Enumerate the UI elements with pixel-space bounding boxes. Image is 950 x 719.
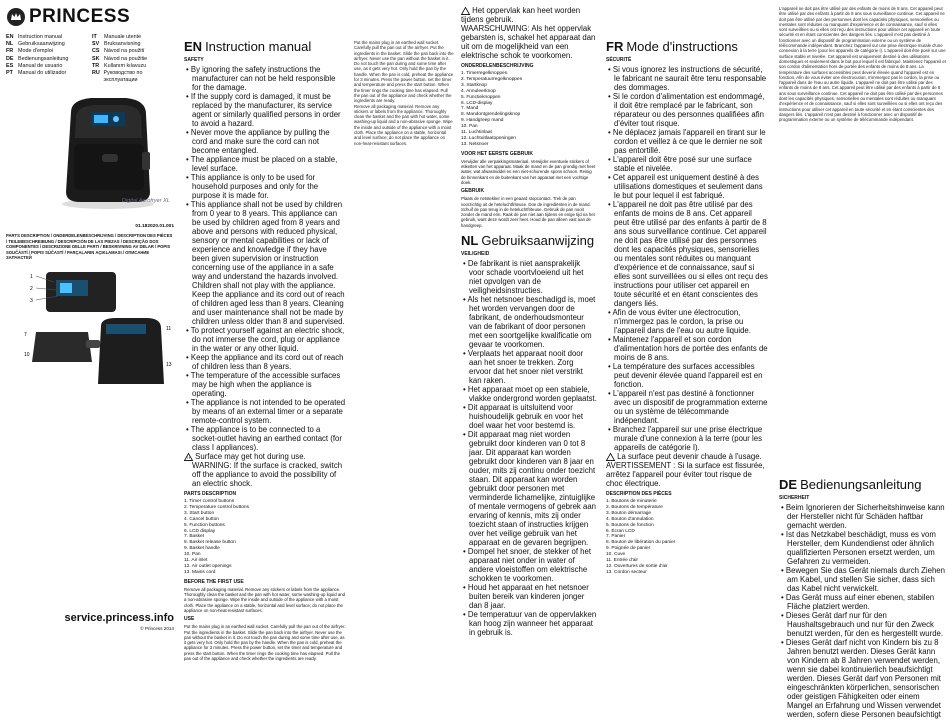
nl-cracked-warning: WAARSCHUWING: Als het oppervlak gebarsten is, schakel het apparaat dan uit om de mogelijkheid van een elektrische schok te voorkomen.	[461, 24, 596, 60]
fr-description-heading: DESCRIPTION DES PIÈCES	[606, 491, 672, 497]
part-item: 10. Pan	[461, 124, 478, 130]
safety-bullet: • By ignoring the safety instructions the manufacturer can not be held responsible for the damage.	[184, 65, 346, 92]
part-item: 5. Boutons de fonction	[606, 522, 654, 528]
nl-header-wrap	[461, 234, 597, 637]
part-item: 4. Cancel button	[184, 516, 219, 522]
de-column	[775, 0, 950, 719]
nl-first-use-text: Verwijder alle verpakkingsmateriaal. Verwijder eventuele stickers of etiketten van het apparaat. Maak de mand en de pan grondig met heet water, wat afwasmiddel en een niet-schurende spons schoon. Reinig de binnenkant en de buitenkant van het apparaat met een vochtige doek.	[461, 158, 596, 185]
safety-bullet: • This appliance is only to be used for household purposes and only for the purpose it is made for.	[184, 173, 346, 200]
de-safety-list	[779, 503, 946, 719]
nl-safety-heading: VEILIGHEID	[461, 251, 490, 258]
en-before-text: Remove all packaging material. Remove any stickers or labels from the appliance. Thoroughly clean the basket and the pan with hot water, some washing-up liquid and a non-abrasive sponge. Wipe the inside and outside of the appliance with a moist cloth. Place the appliance on a stable, horizontal and level surface; do not place the appliance on non-heat-resistant surfaces.	[184, 586, 345, 613]
language-item	[6, 48, 88, 55]
safety-bullet: • L'appareil doit être posé sur une surface stable et nivelée.	[606, 155, 768, 173]
safety-bullet: • The temperature of the accessible surfaces may be high when the appliance is operating.	[184, 371, 346, 398]
part-item: 5. Function buttons	[184, 522, 225, 528]
fr-surface-warning: La surface peut devenir chaude à l'usage.	[606, 452, 768, 461]
language-code: ES	[6, 62, 14, 69]
part-item: 12. Ouvertures de sortie d'air	[606, 563, 668, 569]
part-item: 13. Mains cord	[184, 569, 216, 575]
hot-surface-icon	[184, 453, 193, 461]
part-item: 10. Cuve	[606, 552, 626, 558]
part-item: 10. Pan	[184, 552, 201, 558]
cover-footer	[6, 612, 174, 631]
brand-logo	[6, 6, 174, 28]
part-item: 11. Air inlet	[184, 558, 208, 564]
part-item: 7. Basket	[184, 534, 204, 540]
safety-bullet: • L'appareil ne doit pas être utilisé par des enfants de moins de 8 ans. Cet appareil peut être utilisé par des enfants à partir de 8 ans sous surveillance continue. Cet appareil ne doit pas être utilisé par des personnes dont les capacités physiques, sensorielles ou mentales sont réduites ou manquant d'expérience et de connaissance, sauf si elles sont surveillées ou si elles ont reçu des instructions pour utiliser cet appareil en toute sécurité et en étant conscientes des dangers liés.	[606, 200, 768, 308]
part-item: 11. Luchtinlaat	[461, 130, 492, 136]
safety-bullet: • Si le cordon d'alimentation est endommagé, il doit être remplacé par le fabricant, son réparateur ou des personnes qualifiées afin d'éviter tout risque.	[606, 92, 768, 128]
language-name: Návod na použití	[104, 48, 145, 55]
part-item: 6. LCD-display	[461, 100, 493, 106]
safety-bullet: • Cet appareil est uniquement destiné à des utilisations domestiques et seulement dans le but pour lequel il est fabriqué.	[606, 173, 768, 200]
diagram-drawing	[6, 266, 176, 396]
language-code: NL	[6, 41, 14, 48]
language-code: TR	[92, 62, 100, 69]
svg-text:2: 2	[30, 286, 33, 293]
en-use-heading: USE	[184, 616, 195, 623]
nl-first-use-heading: VOOR HET EERSTE GEBRUIK	[461, 150, 533, 157]
svg-text:1: 1	[30, 274, 33, 281]
en-use-text: Put the mains plug in an earthed wall socket. Carefully pull the pan out of the airfryer. Put the ingredients in the basket. Slide the pan back into the airfryer. Never use the pan without the basket in it. Do not touch the pan during and some time after use, as it gets very hot. Only hold the pan by the handle. When the pan is cold, preheat the appliance for 3 minutes. Press the power button, set the timer and temperature and press the start button. When the timer rings the cooking time has elapsed. Pull the pan out of the appliance and check whether the ingredients are ready.	[184, 624, 346, 662]
language-item	[6, 41, 88, 48]
en-parts-heading: PARTS DESCRIPTION	[184, 491, 237, 497]
svg-text:3: 3	[30, 298, 33, 305]
en-column	[180, 0, 350, 681]
part-item: 8. Basket release button	[184, 540, 236, 546]
parts-heading: PARTS DESCRIPTION / ONDERDELENBESCHRIJVING / DESCRIPTION DES PIÈCES / TEILEBESCHREIBUNG / DESCRIPCIÓN DE LAS PIEZAS / DESCRIÇÃO DOS COMPONENTES / DESCRIZIONE DELLE PARTI / BESKRIVNING AV DELAR / POPIS SOUČÁSTÍ / POPIS SÚČASTÍ / PARÇALARIN AÇIKLAMASI / ОПИСАНИЕ ЗАПЧАСТЕЙ	[6, 233, 173, 261]
en-cracked-warning: WARNING: If the surface is cracked, switch off the appliance to avoid the possibility of an electric shock.	[192, 461, 343, 488]
part-item: 4. Bouton d'annulation	[606, 516, 654, 522]
part-item: 8. Bouton de libération du panier	[606, 540, 676, 546]
language-item	[6, 34, 88, 41]
safety-bullet: • Never move the appliance by pulling the cord and make sure the cord can not become entangled.	[184, 128, 346, 155]
language-item	[92, 34, 174, 41]
safety-bullet: • Afin de vous éviter une électrocution, n'immergez pas le cordon, la prise ou l'appareil dans de l'eau ou autre liquide.	[606, 308, 768, 335]
part-item: 9. Basket handle	[184, 546, 220, 552]
language-name: Bedienungsanleitung	[18, 55, 69, 62]
safety-bullet: • Bewegen Sie das Gerät niemals durch Ziehen am Kabel, und stellen Sie sicher, dass sich das Kabel nicht verwickelt.	[779, 566, 946, 593]
part-item: 1. Timerregelknoppen	[461, 71, 508, 76]
language-item	[6, 63, 88, 70]
language-item	[92, 63, 174, 70]
language-code: RU	[92, 70, 100, 77]
safety-bullet: • Ne déplacez jamais l'appareil en tirant sur le cordon et veillez à ce que le dernier ne soit pas entortillé.	[606, 128, 768, 155]
language-code: DE	[6, 55, 14, 62]
language-name: Manual de usuario	[18, 62, 63, 69]
language-name: Kullanım kılavuzu	[104, 62, 147, 69]
language-name: Gebruiksaanwijzing	[18, 41, 65, 48]
language-code: FR	[6, 48, 14, 55]
part-item: 3. Startknop	[461, 82, 487, 88]
en-fineprint: Put the mains plug in an earthed wall socket. Carefully pull the pan out of the airfryer. Put the ingredients in the basket. Slide the pan back into the airfryer. Never use the pan without the basket in it. Do not touch the pan during and some time after use, as it gets very hot. Only hold the pan by the handle. When the pan is cold, preheat the appliance for 3 minutes. Press the power button, set the timer and temperature and press the start button. When the timer rings the cooking time has elapsed. Pull the pan out of the appliance and check whether the ingredients are ready.	[354, 40, 454, 104]
safety-bullet: • Verplaats het apparaat nooit door aan het snoer te trekken. Zorg ervoor dat het snoer niet verstrikt kan raken.	[461, 349, 597, 385]
safety-bullet: • L'appareil n'est pas destiné à fonctionner avec un dispositif de programmation externe ou un système de télécommande indépendant.	[606, 389, 768, 425]
safety-bullet: • Houd het apparaat en het netsnoer buiten bereik van kinderen jonger dan 8 jaar.	[461, 583, 597, 610]
nl-warning: Het oppervlak kan heet worden tijdens gebruik.	[461, 6, 581, 24]
part-item: 8. Mandontgrendelingsknop	[461, 112, 521, 118]
safety-bullet: • Het apparaat moet op een stabiele, vlakke ondergrond worden geplaatst.	[461, 385, 597, 403]
part-item: 1. Boutons de minuterie	[606, 499, 657, 504]
crown-icon	[6, 7, 26, 27]
safety-bullet: • Si vous ignorez les instructions de sécurité, le fabricant ne saurait être tenu responsable des dommages.	[606, 65, 768, 92]
fr-safety-list	[606, 65, 768, 452]
language-item	[92, 56, 174, 63]
airfryer-image	[46, 92, 166, 210]
hot-surface-icon	[461, 7, 470, 15]
safety-bullet: • Branchez l'appareil sur une prise électrique murale d'une connexion à la terre (pour les appareils de catégorie I).	[606, 425, 768, 452]
language-code: PT	[6, 70, 13, 77]
safety-bullet: • Dit apparaat mag niet worden gebruikt door kinderen van 0 tot 8 jaar. Dit apparaat kan worden gebruikt door kinderen van 8 jaar en ouder, mits zij continu onder toezicht staan. Dit apparaat kan worden gebruikt door personen met verminderde lichamelijke, zintuiglijke of mentale vermogens of gebrek aan ervaring of kennis, mits zij onder toezicht staan of instructies krijgen over het veilige gebruik van het apparaat en de gevaren begrijpen.	[461, 430, 597, 547]
nl-safety-list	[461, 259, 597, 637]
part-item: 6. Écran LCD	[606, 528, 635, 534]
safety-bullet: • If the supply cord is damaged, it must be replaced by the manufacturer, its service agent or similarly qualified persons in order to avoid a hazard.	[184, 92, 346, 128]
fr-header: FR Mode d'instructions	[606, 39, 738, 54]
hot-surface-icon	[606, 453, 615, 461]
language-code: IT	[92, 34, 97, 40]
part-item: 6. LCD display	[184, 528, 216, 534]
safety-bullet: • Dieses Gerät darf nicht von Kindern bis zu 8 Jahren benutzt werden. Dieses Gerät kann von Kindern ab 8 Jahren verwendet werden, wenn sie dabei kontinuierlich beaufsichtigt werden. Dieses Gerät darf von Personen mit eingeschränkten körperlichen, sensorischen oder geistigen Fähigkeiten oder einem Mangel an Erfahrung und Wissen verwendet werden, sofern diese Personen beaufsichtigt	[779, 638, 946, 719]
part-item: 13. Netsnoer	[461, 141, 489, 147]
nl-parts-list	[461, 71, 597, 148]
language-name: Manuale utente	[104, 34, 142, 40]
svg-text:10: 10	[24, 352, 30, 359]
language-name: Bruksanvisning	[104, 41, 141, 48]
en-header: EN Instruction manual	[184, 39, 312, 54]
language-item	[92, 48, 174, 55]
part-item: 12. Luchtuitlaatopeningen	[461, 135, 516, 141]
language-name: Manual do utilizador	[18, 70, 67, 77]
part-item: 12. Air outlet openings	[184, 563, 232, 569]
language-code: EN	[6, 34, 14, 40]
en-safety-heading: SAFETY	[184, 57, 204, 63]
part-item: 2. Boutons de température	[606, 504, 663, 510]
nl-column	[458, 0, 600, 681]
part-item: 3. Start button	[184, 510, 215, 516]
nl-description-heading: ONDERDELENBESCHRIJVING	[461, 63, 534, 69]
fr-safety-heading: SÉCURITÉ	[606, 57, 632, 63]
cover-column	[0, 0, 178, 681]
svg-text:11: 11	[166, 326, 172, 333]
safety-bullet: • Dompel het snoer, de stekker of het apparaat niet onder in water of andere vloeistoffen om elektrische schokken te voorkomen.	[461, 547, 597, 583]
en-before-heading: BEFORE THE FIRST USE	[184, 578, 244, 585]
safety-bullet: • The appliance must be placed on a stable, level surface.	[184, 155, 346, 173]
service-url[interactable]: service.princess.info	[64, 612, 174, 624]
language-name: Руководство по эксплуатации	[103, 70, 143, 84]
nl-use-text: Plaats de netstekker in een geaard stopcontact. Trek de pan voorzichtig uit de heteluchtfriteuse. Doe de ingrediënten in de mand. Schuif de pan terug in de heteluchtfriteuse. Gebruik de pan nooit zonder de mand erin. Raak de pan niet aan tijdens en enige tijd na het gebruik, want deze wordt zeer heet. Houd de pan alleen vast aan de handgreep.	[461, 196, 595, 228]
language-name: Mode d'emploi	[18, 48, 53, 55]
de-header: DE Bedienungsanleitung	[779, 477, 922, 492]
safety-bullet: • Beim Ignorieren der Sicherheitshinweise kann der Hersteller nicht für Schäden haftbar gemacht werden.	[779, 503, 946, 530]
safety-bullet: • Maintenez l'appareil et son cordon d'alimentation hors de portée des enfants de moins de 8 ans.	[606, 335, 768, 362]
part-item: 13. Cordon secteur	[606, 569, 647, 575]
language-name: Návod na použitie	[104, 55, 148, 62]
copyright: © Princess 2014	[140, 626, 174, 631]
part-item: 3. Bouton démarrage	[606, 510, 652, 516]
part-item: 5. Functieknoppen	[461, 94, 501, 100]
language-item	[92, 41, 174, 48]
safety-bullet: • Dit apparaat is uitsluitend voor huishoudelijk gebruik en voor het doel waar het voor bestemd is.	[461, 403, 597, 430]
language-list	[6, 34, 174, 84]
safety-bullet: • De temperatuur van de oppervlakken kan hoog zijn wanneer het apparaat in gebruik is.	[461, 610, 597, 637]
language-code: SV	[92, 41, 100, 48]
safety-bullet: • Ist das Netzkabel beschädigt, muss es vom Hersteller, dem Kundendienst oder ähnlich qualifizierten Personen ersetzt werden, um Gefahren zu vermeiden.	[779, 530, 946, 566]
language-item	[6, 56, 88, 63]
fr-fineprint: L'appareil ne doit pas être utilisé par des enfants de moins de 8 ans. Cet appareil peut être utilisé par des enfants à partir de 8 ans sous surveillance continue. Cet appareil ne doit pas être utilisé par des personnes dont les capacités physiques, sensorielles ou mentales sont réduites ou manquant d'expérience et de connaissance, sauf si elles sont surveillées ou si elles ont reçu des instructions pour utiliser cet appareil en toute sécurité et en étant conscientes des dangers liés. L'appareil n'est pas destiné à fonctionner avec un dispositif de programmation externe ou un système de télécommande indépendant. Branchez l'appareil sur une prise électrique murale d'une connexion à la terre (pour les appareils de catégorie I). L'appareil doit être posé sur une surface stable et nivelée. Cet appareil est uniquement destiné à des utilisations domestiques et seulement dans le but pour lequel il est fabriqué. Maintenez l'appareil et son cordon d'alimentation hors de portée des enfants de moins de 8 ans. La température des surfaces accessibles peut devenir élevée quand l'appareil est en fonction. Afin de vous éviter une électrocution, n'immergez pas le cordon, la prise ou l'appareil dans de l'eau ou autre liquide. L'appareil ne doit pas être utilisé par des enfants de moins de 8 ans. Cet appareil peut être utilisé par des enfants à partir de 8 ans sous surveillance continue. Cet appareil ne doit pas être utilisé par des personnes dont les capacités physiques, sensorielles ou mentales sont réduites ou manquant d'expérience et de connaissance, sauf si elles sont surveillées ou si elles ont reçu des instructions pour utiliser cet appareil en toute sécurité et en étant conscientes des dangers liés. L'appareil n'est pas destiné à fonctionner avec un dispositif de programmation externe ou un système de télécommande indépendant.	[779, 6, 946, 123]
fr-column	[602, 0, 772, 681]
product-name: Digital Aerofryer XL	[121, 198, 170, 205]
nl-header: NL Gebruiksaanwijzing	[461, 233, 595, 249]
nl-use-heading: GEBRUIK	[461, 188, 485, 195]
part-item: 9. Handgreep mand	[461, 118, 504, 124]
safety-bullet: • The appliance is not intended to be operated by means of an external timer or a separate remote-control system.	[184, 398, 346, 425]
en-surface-warning: Surface may get hot during use.	[184, 452, 346, 461]
svg-text:7: 7	[24, 332, 27, 339]
language-item	[92, 70, 174, 84]
part-item: 4. Annuleerknop	[461, 88, 496, 94]
language-item	[6, 70, 88, 84]
part-item: 2. Temperature control buttons	[184, 504, 249, 510]
safety-bullet: • This appliance shall not be used by children from 0 year to 8 years. This appliance can be used by children aged from 8 years and above and persons with reduced physical, sensory or mental capabilities or lack of experience and knowledge if they have been given supervision or instruction concerning use of the appliance in a safe way and understand the hazards involved. Children shall not play with the appliance. Keep the appliance and its cord out of reach of children aged less than 8 years. Cleaning and user maintenance shall not be made by children unless older than 8 and supervised.	[184, 200, 346, 326]
safety-bullet: • Keep the appliance and its cord out of reach of children less than 8 years.	[184, 353, 346, 371]
safety-bullet: • Das Gerät muss auf einer ebenen, stabilen Fläche platziert werden.	[779, 593, 946, 611]
en-parts-list	[184, 499, 346, 576]
en-fineprint-2: Remove all packaging material. Remove any stickers or labels from the appliance. Thoroughly clean the basket and the pan with hot water, some washing-up liquid and a non-abrasive sponge. Wipe the inside and outside of the appliance with a moist cloth. Place the appliance on a stable, horizontal and level surface; do not place the appliance on non-heat-resistant surfaces.	[354, 103, 453, 146]
safety-bullet: • The appliance is to be connected to a socket-outlet having an earthed contact (for class I appliances).	[184, 425, 346, 452]
safety-bullet: • Als het netsnoer beschadigd is, moet het worden vervangen door de fabrikant, de onderhoudsmonteur van de fabrikant of door personen met een soortgelijke kwalificatie om gevaar te voorkomen.	[461, 295, 597, 349]
svg-text:13: 13	[166, 362, 172, 369]
part-item: 2. Temperatuurregelknoppen	[461, 76, 523, 82]
part-item: 9. Poignée de panier	[606, 546, 651, 552]
safety-bullet: • De fabrikant is niet aansprakelijk voor schade voortvloeiend uit het niet opvolgen van de veiligheidsinstructies.	[461, 259, 597, 295]
part-item: 7. Panier	[606, 534, 626, 540]
safety-bullet: • La température des surfaces accessibles peut devenir élevée quand l'appareil est en fonction.	[606, 362, 768, 389]
product-photo	[6, 92, 174, 222]
language-code: SK	[92, 55, 100, 62]
language-name: Instruction manual	[18, 34, 63, 40]
de-safety-heading: SICHERHEIT	[779, 495, 810, 501]
model-number: 01.182020.01.001	[135, 224, 174, 230]
fr-parts-list	[606, 499, 768, 576]
fr-cracked-warning: AVERTISSEMENT : Si la surface est fissurée, arrêtez l'appareil pour éviter tout risque de choc électrique.	[606, 461, 765, 488]
part-item: 11. Entrée d'air	[606, 558, 639, 564]
part-item: 7. Mand	[461, 106, 479, 112]
language-code: CS	[92, 48, 100, 55]
parts-diagram	[6, 266, 174, 396]
part-item: 1. Timer control buttons	[184, 499, 235, 504]
en-safety-list	[184, 65, 346, 452]
safety-bullet: • Dieses Gerät darf nur für den Haushaltsgebrauch und nur für den Zweck benutzt werden, für den es hergestellt wurde.	[779, 611, 946, 638]
brand-name: PRINCESS	[29, 6, 131, 27]
safety-bullet: • To protect yourself against an electric shock, do not immerse the cord, plug or appliance in the water or any other liquid.	[184, 326, 346, 353]
en-fineprint-column	[352, 0, 456, 681]
